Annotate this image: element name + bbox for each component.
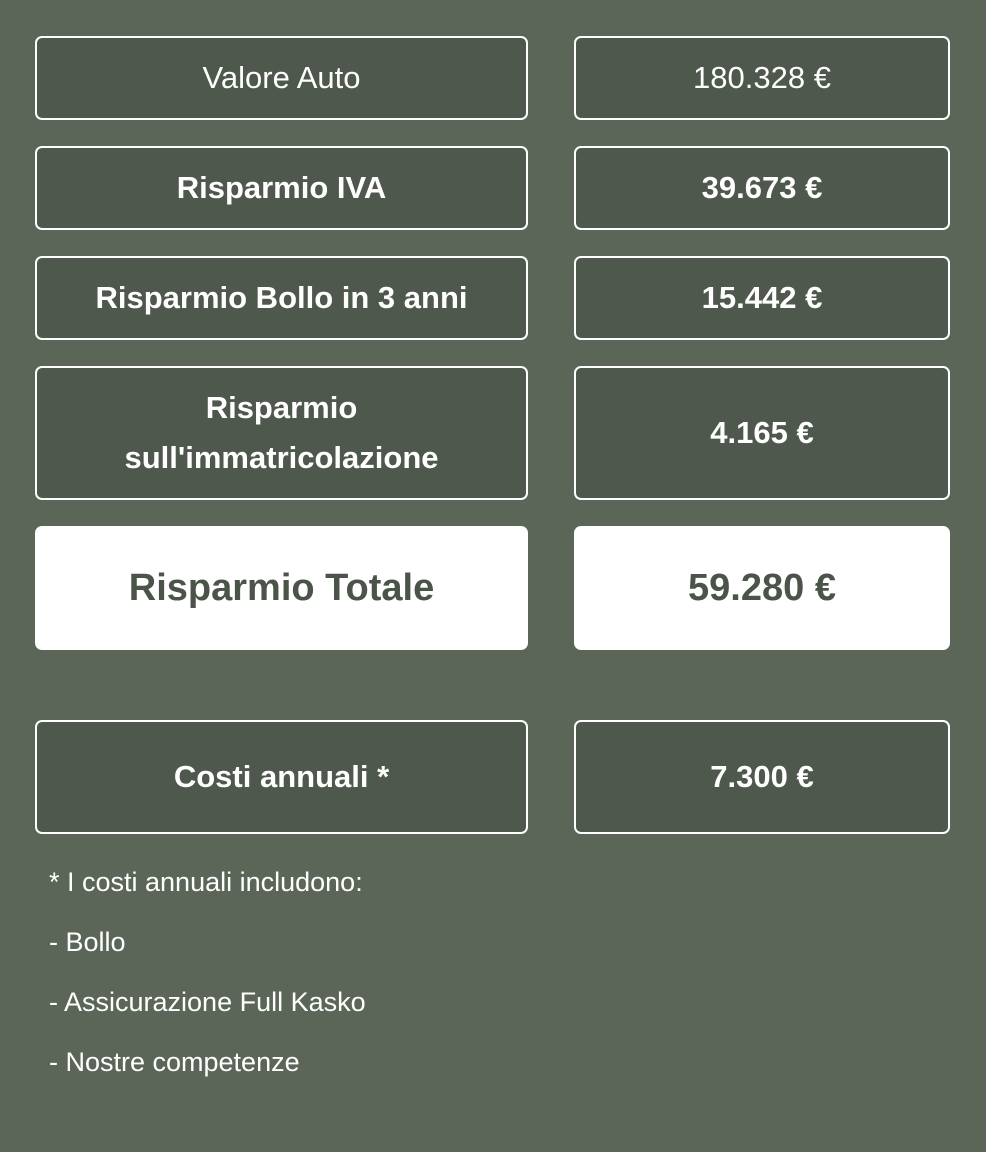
registration-savings-amount: 4.165 € <box>710 415 814 450</box>
vat-savings-amount: 39.673 € <box>701 170 823 205</box>
total-savings-amount: 59.280 € <box>688 567 836 609</box>
label-box-registration-savings <box>35 366 528 500</box>
note-item-insurance: - Assicurazione Full Kasko <box>49 987 366 1017</box>
car-value-label: Valore Auto <box>202 60 361 95</box>
label-box-vat-savings <box>35 146 528 230</box>
label-box-stamp-savings <box>35 256 528 340</box>
value-box-stamp-savings <box>574 256 950 340</box>
note-item-stamp: - Bollo <box>49 927 126 957</box>
total-savings-label: Risparmio Totale <box>128 567 435 609</box>
registration-savings-label-line1: Risparmio <box>205 390 358 425</box>
value-box-total-savings <box>574 526 950 650</box>
stamp-savings-amount: 15.442 € <box>701 280 823 315</box>
note-item-fees: - Nostre competenze <box>49 1047 300 1077</box>
value-box-vat-savings <box>574 146 950 230</box>
stamp-savings-label: Risparmio Bollo in 3 anni <box>95 280 468 315</box>
annual-costs-notes <box>49 858 366 1098</box>
annual-costs-label: Costi annuali * <box>173 759 390 794</box>
label-box-annual-costs <box>35 720 528 834</box>
car-value-amount: 180.328 € <box>693 60 831 95</box>
label-box-car-value <box>35 36 528 120</box>
value-box-annual-costs <box>574 720 950 834</box>
notes-heading: * I costi annuali includono: <box>49 867 363 897</box>
label-box-total-savings <box>35 526 528 650</box>
value-box-car-value <box>574 36 950 120</box>
annual-costs-amount: 7.300 € <box>710 759 814 794</box>
registration-savings-label-line2: sull'immatricolazione <box>124 440 439 475</box>
value-box-registration-savings <box>574 366 950 500</box>
vat-savings-label: Risparmio IVA <box>176 170 387 205</box>
